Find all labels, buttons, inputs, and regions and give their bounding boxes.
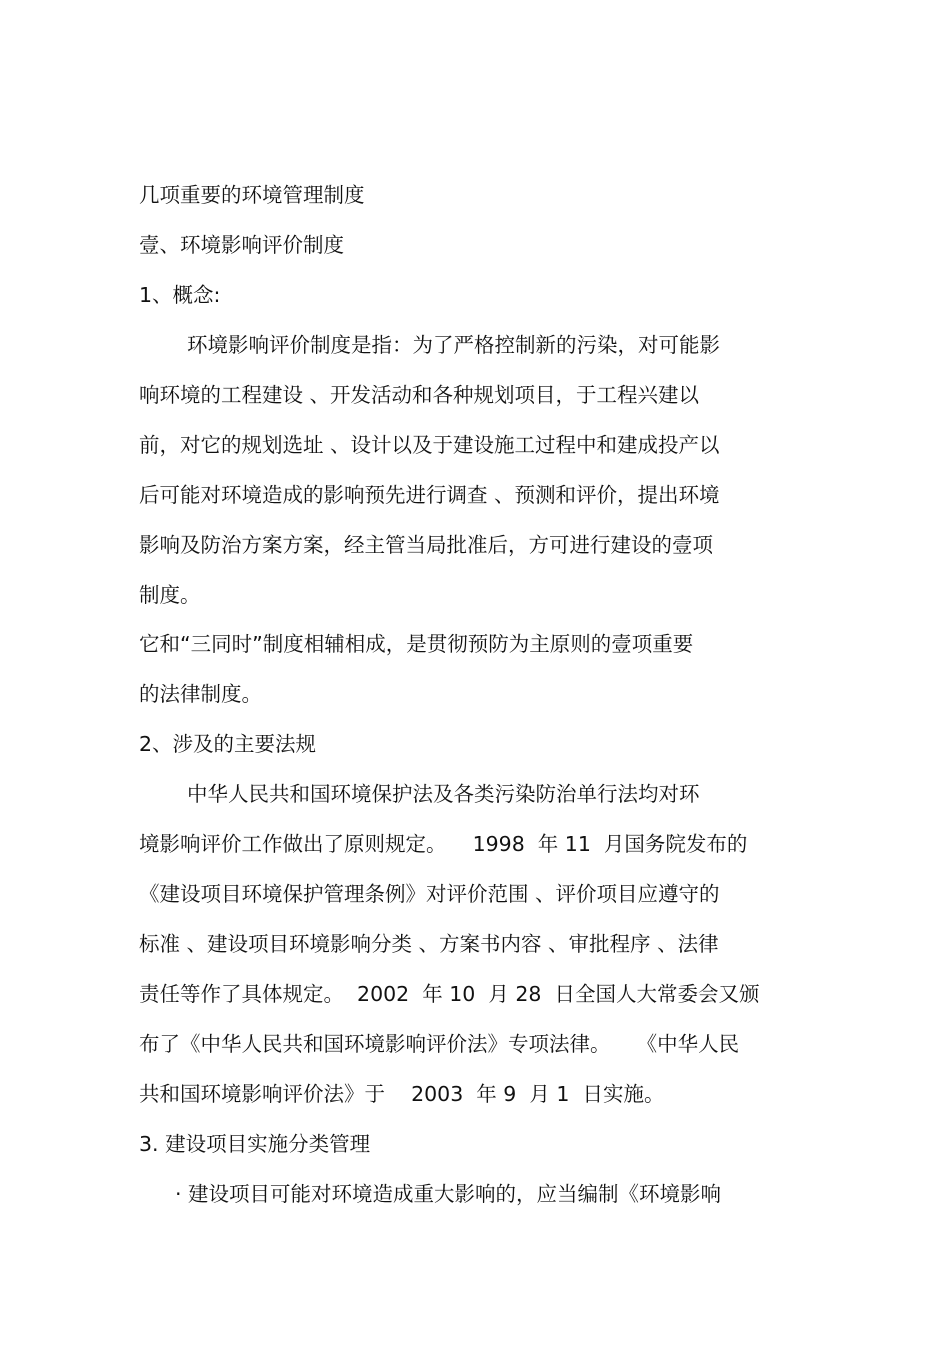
paragraph-line: 标准 、建设项目环境影响分类 、方案书内容 、审批程序 、法律 [139,932,719,956]
paragraph-line: 后可能对环境造成的影响预先进行调查 、预测和评价，提出环境 [139,483,720,507]
document-title: 几项重要的环境管理制度 [139,183,365,207]
subsection-concept: 1、概念: [139,283,221,307]
paragraph-line: 它和“三同时”制度相辅相成，是贯彻预防为主原则的壹项重要 [139,632,694,656]
paragraph-line: 的法律制度。 [139,682,262,706]
bullet-item: · 建设项目可能对环境造成重大影响的，应当编制《环境影响 [175,1182,722,1206]
paragraph-line: 制度。 [139,583,201,607]
subsection-regulations: 2、涉及的主要法规 [139,732,317,756]
subsection-classification: 3. 建设项目实施分类管理 [139,1132,371,1156]
paragraph-line: 共和国环境影响评价法》于 2003 年 9 月 1 日实施。 [139,1082,665,1106]
paragraph-line: 前，对它的规划选址 、设计以及于建设施工过程中和建成投产以 [139,433,720,457]
paragraph-line: 《建设项目环境保护管理条例》对评价范围 、评价项目应遵守的 [139,882,720,906]
paragraph-line: 影响及防治方案方案，经主管当局批准后，方可进行建设的壹项 [139,533,713,557]
paragraph-line: 责任等作了具体规定。 2002 年 10 月 28 日全国人大常委会又颁 [139,982,760,1006]
paragraph-line: 布了《中华人民共和国环境影响评价法》专项法律。 《中华人民 [139,1032,740,1056]
paragraph-line: 境影响评价工作做出了原则规定。 1998 年 11 月国务院发布的 [139,832,748,856]
section-heading: 壹、环境影响评价制度 [139,233,344,257]
paragraph-line: 响环境的工程建设 、开发活动和各种规划项目，于工程兴建以 [139,383,700,407]
paragraph-line: 中华人民共和国环境保护法及各类污染防治单行法均对环 [187,782,700,806]
paragraph-line: 环境影响评价制度是指：为了严格控制新的污染，对可能影 [187,333,720,357]
